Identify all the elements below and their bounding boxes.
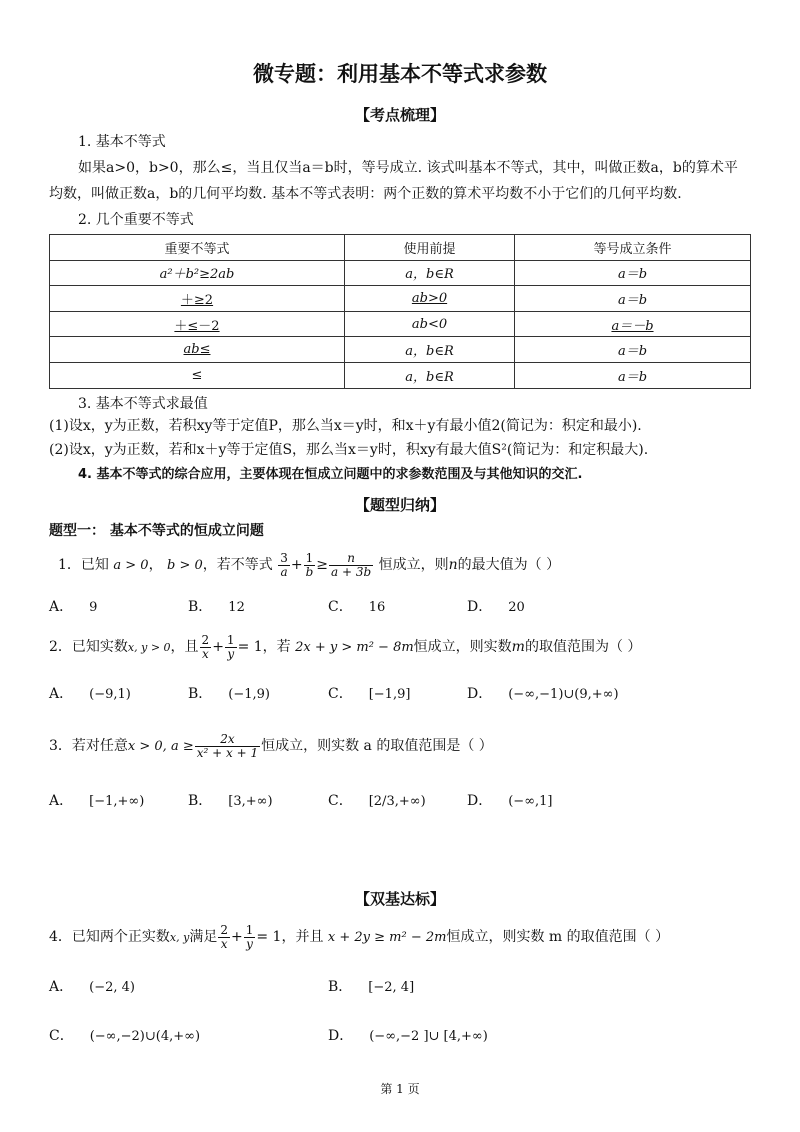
table-header: 等号成立条件 [515, 235, 751, 261]
table-cell: ab>0 [345, 286, 515, 312]
q3-option-c[interactable]: C． [2/3,+∞) [328, 793, 426, 809]
q1-condition-b: b > 0 [167, 558, 203, 573]
question-2: 2．已知实数x, y > 0，且 $\frac{2}{x}$ + $\frac{1}{y}$ = 1，若 2x + y > m² − 8m恒成立，则实数m的取值范围为（ ） [49, 632, 642, 661]
table-cell: a＝b [515, 337, 751, 363]
q4-prefix: 4．已知两个正实数 [49, 929, 170, 945]
q3-condition: x > 0, a ≥ [127, 739, 194, 754]
section-basics-heading: 【双基达标】 [354, 890, 445, 908]
q2-option-b[interactable]: B． (−1,9) [188, 686, 271, 702]
q2-fraction-1: $\frac{2}{x}$ [201, 632, 210, 661]
q1-fraction-2: $\frac{1}{b}$ [305, 550, 314, 579]
q1-post: 恒成立，则 [378, 557, 449, 573]
q4-fraction-2: $\frac{1}{y}$ [245, 922, 254, 951]
table-cell: a＝b [515, 286, 751, 312]
q4-post: 恒成立，则实数 m 的取值范围（ ） [446, 929, 670, 945]
q1-condition-a: a > 0 [113, 558, 149, 573]
q1-option-b[interactable]: B． 12 [188, 599, 245, 615]
table-row [50, 311, 751, 337]
q4-inequality: x + 2y ≥ m² − 2m [327, 930, 447, 945]
question-1: 1．已知 a > 0， b > 0，若不等式 $\frac{3}{a}$ + $\frac{1}{b}$ ≥ $\frac{n}{a + 3b}$ 恒成立，则n的最大值为（ ） [58, 550, 561, 579]
q2-eq: = 1 [237, 639, 263, 655]
q4-option-a[interactable]: A． (−2, 4) [49, 979, 135, 995]
table-row [50, 362, 751, 388]
q3-option-d[interactable]: D． (−∞,1] [467, 793, 553, 809]
point3-item1: (1)设x，y为正数，若积xy等于定值P，那么当x＝y时，和x＋y有最小值2(简记为：积定和最小). [49, 418, 642, 434]
q3-option-b[interactable]: B． [3,+∞) [188, 793, 273, 809]
q2-prefix: 2．已知实数 [49, 639, 128, 655]
table-cell: a，b∈R [345, 337, 515, 363]
question-3 [49, 730, 493, 763]
section-review-heading: 【考点梳理】 [354, 106, 445, 124]
table-header: 使用前提 [345, 235, 515, 261]
table-header-row [50, 235, 751, 261]
q4-mid2: ，并且 [281, 929, 324, 945]
q4-vars: x, y [169, 931, 190, 944]
table-cell: a＝－b [515, 311, 751, 337]
q3-option-a[interactable]: A． [−1,+∞) [49, 793, 145, 809]
point1-line2: 均数，叫做正数a，b的几何平均数. 基本不等式表明：两个正数的算术平均数不小于它们的几何平均数. [49, 186, 682, 202]
q3-post: 恒成立，则实数 a 的取值范围是（ ） [261, 738, 493, 754]
type1-heading: 题型一： 基本不等式的恒成立问题 [49, 523, 264, 539]
q4-option-b[interactable]: B． [−2, 4] [328, 979, 415, 995]
q2-option-c[interactable]: C． [−1,9] [328, 686, 411, 702]
point3-item2: (2)设x，y为正数，若和x＋y等于定值S，那么当x＝y时，积xy有最大值S²(简记为：和定积最大). [49, 442, 649, 458]
q1-ge: ≥ [316, 557, 329, 573]
q1-prefix: 1．已知 [58, 557, 109, 573]
point1-heading: 1. 基本不等式 [78, 134, 166, 150]
q2-tail: 的取值范围为（ ） [524, 639, 642, 655]
q4-option-d[interactable]: D． (−∞,−2 ]∪ [4,+∞) [328, 1028, 488, 1044]
table-cell: a＝b [515, 260, 751, 286]
q4-option-c[interactable]: C． (−∞,−2)∪(4,+∞) [49, 1028, 201, 1044]
point2-heading: 2. 几个重要不等式 [78, 212, 194, 228]
table-cell: ab<0 [345, 311, 515, 337]
q3-prefix: 3．若对任意 [49, 738, 128, 754]
q2-option-a[interactable]: A． (−9,1) [49, 686, 131, 702]
q1-var: n [448, 557, 458, 573]
point3-heading: 3. 基本不等式求最值 [78, 396, 208, 412]
point4: 4. 基本不等式的综合应用，主要体现在恒成立问题中的求参数范围及与其他知识的交汇. [78, 467, 583, 482]
table-header: 重要不等式 [50, 235, 345, 261]
q2-inequality: 2x + y > m² − 8m [295, 640, 414, 655]
q2-mid2: ，若 [262, 639, 291, 655]
q1-mid: ，若不等式 [202, 557, 273, 573]
q2-mid: ，且 [170, 639, 199, 655]
table-row [50, 260, 751, 286]
table-cell: a，b∈R [345, 362, 515, 388]
q2-option-d[interactable]: D． (−∞,−1)∪(9,+∞) [467, 686, 619, 702]
q1-fraction-3: $\frac{n}{a + 3b}$ [331, 550, 372, 579]
table-cell: a²＋b²≥2ab [50, 260, 345, 286]
q1-option-c[interactable]: C． 16 [328, 599, 386, 615]
question-4: 4．已知两个正实数x, y满足 $\frac{2}{x}$ + $\frac{1}{y}$ = 1，并且 x + 2y ≥ m² − 2m恒成立，则实数 m 的取值范围（ ） [49, 922, 670, 951]
q4-eq: = 1 [256, 929, 282, 945]
q1-option-a[interactable]: A． 9 [49, 599, 98, 615]
table-row [50, 337, 751, 363]
table-cell: ≤ [50, 362, 345, 388]
table-cell: a，b∈R [345, 260, 515, 286]
inequality-table [49, 234, 751, 389]
table-cell: ＋≤－2 [50, 311, 345, 337]
q1-fraction-1: $\frac{3}{a}$ [280, 550, 288, 579]
table-cell: a＝b [515, 362, 751, 388]
table-row [50, 286, 751, 312]
page-number: 第 1 页 [380, 1082, 420, 1096]
section-types-heading: 【题型归纳】 [354, 496, 445, 514]
page-title: 微专题：利用基本不等式求参数 [253, 62, 547, 86]
q4-fraction-1: $\frac{2}{x}$ [220, 922, 228, 951]
q2-vars: x, y > 0 [127, 641, 171, 654]
q2-post: 恒成立，则实数 [413, 639, 512, 655]
q3-fraction: $\frac{2x}{\text{x² + x + 1}}$ [196, 731, 259, 760]
q1-tail: 的最大值为（ ） [457, 557, 561, 573]
q4-mid: 满足 [189, 929, 218, 945]
q2-var: m [511, 639, 525, 655]
table-cell: ＋≥2 [50, 286, 345, 312]
q1-option-d[interactable]: D． 20 [467, 599, 525, 615]
q2-fraction-2: $\frac{1}{y}$ [226, 632, 235, 661]
point1-line1: 如果a>0，b>0，那么≤，当且仅当a＝b时，等号成立. 该式叫基本不等式，其中，叫做正数a，b的算术平 [78, 160, 738, 176]
table-cell: ab≤ [50, 337, 345, 363]
